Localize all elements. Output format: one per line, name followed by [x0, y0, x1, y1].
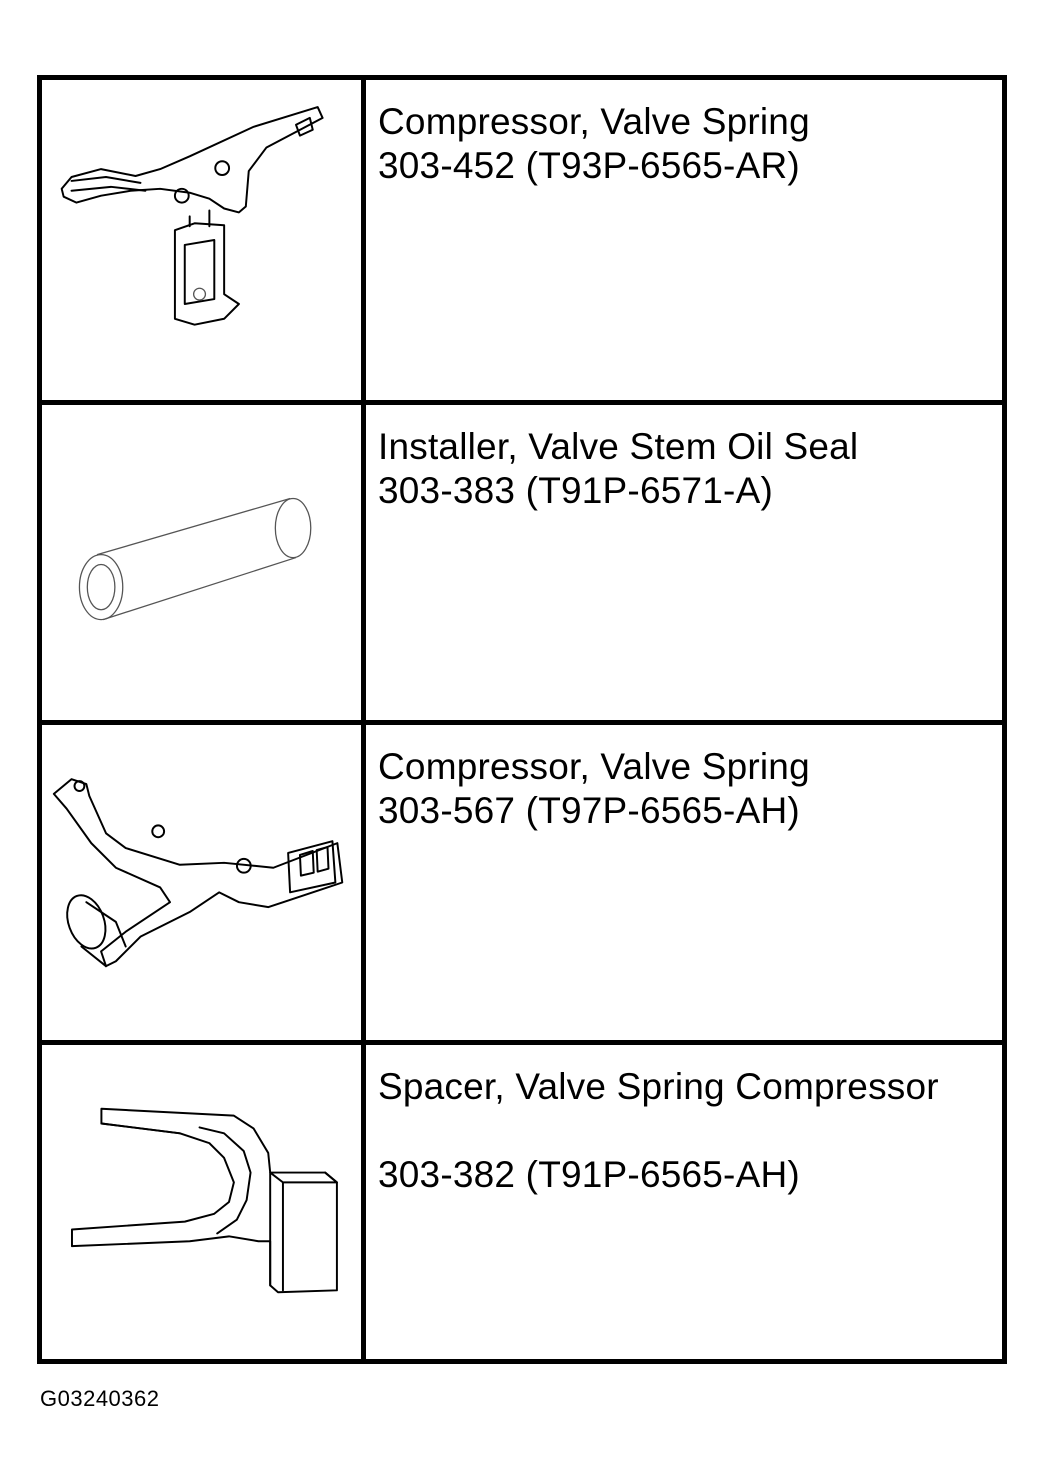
tool-illustration-cell: [42, 1045, 366, 1359]
tool-name: Compressor, Valve Spring: [378, 101, 810, 142]
valve-spring-compressor-alt-icon: [42, 725, 361, 1040]
tool-illustration-cell: [42, 725, 366, 1040]
tool-row: [42, 720, 1002, 1040]
tool-description-cell: [366, 405, 1002, 720]
spacer-icon: [42, 1045, 361, 1359]
tool-number: 303-567 (T97P-6565-AH): [378, 790, 800, 831]
tool-name: Spacer, Valve Spring Compressor: [378, 1066, 939, 1107]
tool-name: Installer, Valve Stem Oil Seal: [378, 426, 859, 467]
tool-name: Compressor, Valve Spring: [378, 746, 810, 787]
tool-description-cell: [366, 725, 1002, 1040]
special-tools-table: [37, 75, 1007, 1364]
tool-number: 303-452 (T93P-6565-AR): [378, 145, 800, 186]
tool-illustration-cell: [42, 80, 366, 400]
tool-illustration-cell: [42, 405, 366, 720]
valve-spring-compressor-icon: [42, 80, 361, 400]
tool-number: 303-382 (T91P-6565-AH): [378, 1154, 800, 1195]
tool-number: 303-383 (T91P-6571-A): [378, 470, 773, 511]
oil-seal-installer-icon: [42, 405, 361, 720]
tool-row: [42, 80, 1002, 400]
tool-description-cell: [366, 1045, 1002, 1359]
tool-description-cell: [366, 80, 1002, 400]
tool-row: [42, 1040, 1002, 1359]
tool-row: [42, 400, 1002, 720]
figure-id: G03240362: [40, 1386, 160, 1411]
